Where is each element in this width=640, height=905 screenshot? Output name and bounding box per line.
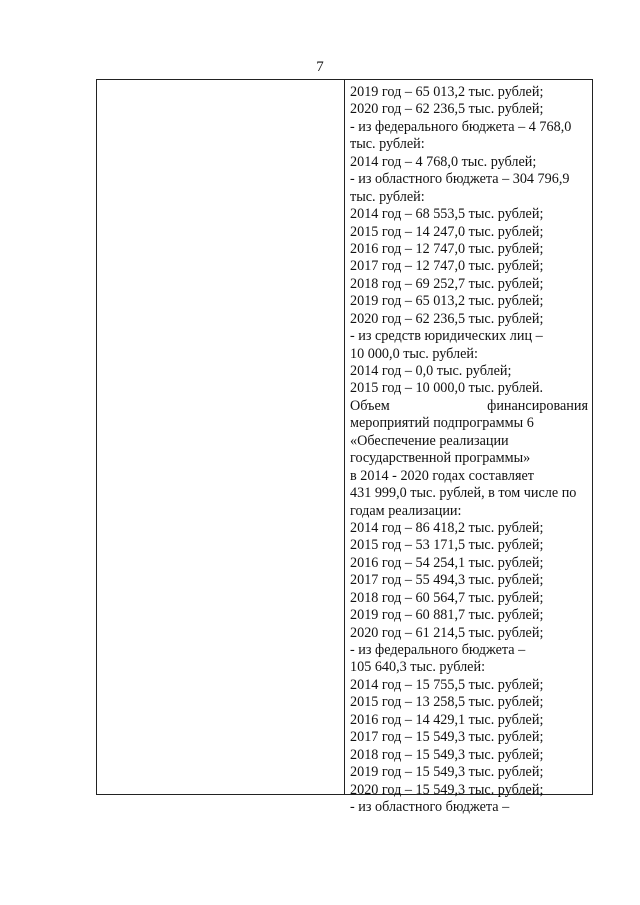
text-line: 2014 год – 0,0 тыс. рублей; xyxy=(350,363,512,379)
text-line: 2015 год – 53 171,5 тыс. рублей; xyxy=(350,537,544,554)
text-line: 2019 год – 60 881,7 тыс. рублей; xyxy=(350,607,544,624)
text-line: мероприятий подпрограммы 6 xyxy=(350,415,534,432)
text-line: Объем финансирования xyxy=(350,397,588,414)
text-line: - из средств юридических лиц – xyxy=(350,328,543,345)
text-line: годам реализации: xyxy=(350,502,462,519)
text-line: 2020 год – 62 236,5 тыс. рублей; xyxy=(350,101,544,118)
text-line: 2020 год – 15 549,3 тыс. рублей; xyxy=(350,781,544,798)
text-line: «Обеспечение реализации xyxy=(350,432,509,449)
text-line: 2015 год – 14 247,0 тыс. рублей; xyxy=(350,223,544,240)
text-line: 2015 год – 10 000,0 тыс. рублей. xyxy=(350,380,543,397)
text-line: 2019 год – 65 013,2 тыс. рублей; xyxy=(350,293,544,310)
text-line: в 2014 - 2020 годах составляет xyxy=(350,467,534,484)
text-line: - из областного бюджета – 304 796,9 xyxy=(350,171,570,188)
text-line: 2017 год – 15 549,3 тыс. рублей; xyxy=(350,729,544,746)
text-line: 2018 год – 60 564,7 тыс. рублей; xyxy=(350,589,544,606)
text-line: 2018 год – 15 549,3 тыс. рублей; xyxy=(350,746,544,763)
page-number: 7 xyxy=(316,59,324,75)
text-line: - из федерального бюджета – 4 768,0 xyxy=(350,118,572,135)
text-line: 2014 год – 4 768,0 тыс. рублей; xyxy=(350,153,537,170)
text-line: 2017 год – 55 494,3 тыс. рублей; xyxy=(350,572,544,589)
text-line: 2019 год – 65 013,2 тыс. рублей; xyxy=(350,84,544,100)
text-line: тыс. рублей: xyxy=(350,136,425,153)
text-line: - из федерального бюджета – xyxy=(350,642,526,658)
text-line: 2015 год – 13 258,5 тыс. рублей; xyxy=(350,694,544,711)
text-line: 2020 год – 61 214,5 тыс. рублей; xyxy=(350,624,544,641)
text-line: 2014 год – 15 755,5 тыс. рублей; xyxy=(350,676,544,693)
text-line: государственной программы» xyxy=(350,450,531,467)
text-line: 2016 год – 12 747,0 тыс. рублей; xyxy=(350,240,544,257)
right-column-cell xyxy=(345,80,592,815)
text-line: 431 999,0 тыс. рублей, в том числе по xyxy=(350,485,577,502)
text-line: тыс. рублей: xyxy=(350,188,425,205)
text-line: - из областного бюджета – xyxy=(350,798,510,815)
text-line: 10 000,0 тыс. рублей: xyxy=(350,345,478,362)
text-line: 2014 год – 68 553,5 тыс. рублей; xyxy=(350,206,544,223)
text-line: 105 640,3 тыс. рублей: xyxy=(350,659,486,676)
text-line: 2017 год – 12 747,0 тыс. рублей; xyxy=(350,258,544,275)
text-line: 2020 год – 62 236,5 тыс. рублей; xyxy=(350,310,544,327)
text-line: 2016 год – 54 254,1 тыс. рублей; xyxy=(350,554,544,571)
content-table xyxy=(96,79,593,815)
text-line: 2016 год – 14 429,1 тыс. рублей; xyxy=(350,711,544,728)
text-line: 2018 год – 69 252,7 тыс. рублей; xyxy=(350,275,544,292)
text-line: 2014 год – 86 418,2 тыс. рублей; xyxy=(350,519,544,536)
text-line: 2019 год – 15 549,3 тыс. рублей; xyxy=(350,764,544,781)
left-column-cell xyxy=(97,80,345,794)
